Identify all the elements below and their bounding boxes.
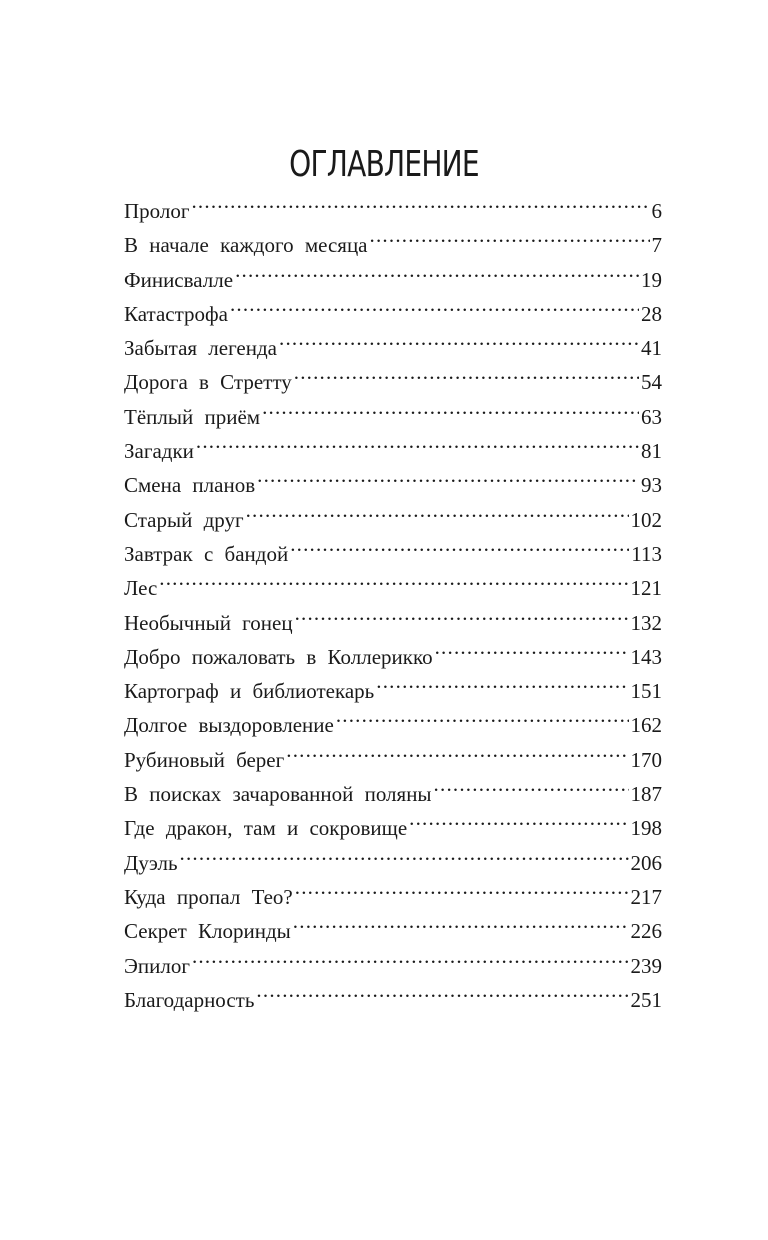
toc-entry bbox=[124, 596, 662, 635]
dot-leader bbox=[294, 355, 639, 389]
dot-leader bbox=[435, 630, 629, 664]
toc-entry-page: 93 bbox=[641, 473, 662, 498]
toc-entry-page: 143 bbox=[630, 644, 662, 669]
toc-entry-page: 81 bbox=[641, 439, 662, 464]
toc-entry bbox=[124, 458, 662, 498]
toc-entry-title: В начале каждого месяца bbox=[124, 233, 368, 258]
toc-entry-page: 63 bbox=[641, 404, 662, 429]
toc-entry-page: 132 bbox=[630, 610, 662, 635]
toc-entry-page: 170 bbox=[630, 747, 662, 772]
toc-entry-title: Старый друг bbox=[124, 507, 244, 532]
dot-leader bbox=[180, 836, 629, 870]
toc-entry-page: 19 bbox=[641, 267, 662, 292]
toc-entry-page: 251 bbox=[630, 987, 662, 1012]
toc-entry-title: Катастрофа bbox=[124, 301, 228, 326]
toc-entry-page: 226 bbox=[630, 919, 662, 944]
toc-entry-title: Дорога в Стретту bbox=[124, 370, 292, 395]
dot-leader bbox=[295, 870, 629, 904]
dot-leader bbox=[246, 493, 629, 527]
toc-entry-title: Финисвалле bbox=[124, 267, 234, 292]
toc-entry-title: Необычный гонец bbox=[124, 610, 293, 635]
toc-entry-title: В поисках зачарованной поляны bbox=[124, 782, 432, 807]
toc-entry-page: 239 bbox=[630, 953, 662, 978]
dot-leader bbox=[295, 596, 629, 630]
toc-entry-page: 41 bbox=[641, 336, 662, 361]
toc-entry-title: Забытая легенда bbox=[124, 336, 277, 361]
dot-leader bbox=[262, 390, 639, 424]
dot-leader bbox=[196, 424, 639, 458]
toc-entry bbox=[124, 218, 662, 258]
toc-entry-page: 151 bbox=[630, 679, 662, 704]
dot-leader bbox=[434, 767, 629, 801]
toc-entry-title: Добро пожаловать в Коллерикко bbox=[124, 644, 433, 669]
toc-entry bbox=[124, 836, 662, 875]
toc-entry bbox=[124, 870, 662, 909]
toc-entry-title: Эпилог bbox=[124, 953, 190, 978]
toc-entry bbox=[124, 561, 662, 601]
dot-leader bbox=[279, 321, 639, 355]
dot-leader bbox=[192, 939, 629, 973]
toc-entry-title: Тёплый приём bbox=[124, 404, 261, 429]
toc-entry-title: Секрет Клоринды bbox=[124, 919, 291, 944]
dot-leader bbox=[286, 733, 628, 767]
toc-entry bbox=[124, 184, 662, 223]
toc-entry-page: 113 bbox=[631, 541, 662, 566]
toc-entry-page: 121 bbox=[630, 576, 662, 601]
toc-entry-page: 198 bbox=[630, 816, 662, 841]
toc-entry-title: Загадки bbox=[124, 439, 194, 464]
dot-leader bbox=[409, 801, 628, 835]
dot-leader bbox=[256, 973, 628, 1007]
dot-leader bbox=[257, 458, 639, 492]
table-of-contents bbox=[124, 184, 662, 1012]
toc-entry-title: Смена планов bbox=[124, 473, 256, 498]
toc-entry-title: Где дракон, там и сокровище bbox=[124, 816, 408, 841]
dot-leader bbox=[235, 253, 639, 287]
toc-entry-title: Благодарность bbox=[124, 987, 255, 1012]
dot-leader bbox=[230, 287, 639, 321]
dot-leader bbox=[293, 904, 629, 938]
toc-entry-title: Куда пропал Тео? bbox=[124, 884, 293, 909]
dot-leader bbox=[159, 561, 628, 595]
toc-entry-title: Дуэль bbox=[124, 850, 178, 875]
toc-entry-title: Лес bbox=[124, 576, 158, 601]
toc-entry bbox=[124, 973, 662, 1012]
toc-entry-title: Пролог bbox=[124, 199, 190, 223]
toc-entry-page: 217 bbox=[630, 884, 662, 909]
dot-leader bbox=[370, 218, 650, 252]
toc-entry-page: 162 bbox=[630, 713, 662, 738]
toc-entry-page: 54 bbox=[641, 370, 662, 395]
dot-leader bbox=[376, 664, 628, 698]
toc-entry-title: Рубиновый берег bbox=[124, 747, 285, 772]
dot-leader bbox=[336, 698, 629, 732]
toc-entry-page: 6 bbox=[651, 199, 662, 223]
toc-entry-page: 7 bbox=[651, 233, 662, 258]
toc-entry-page: 187 bbox=[630, 782, 662, 807]
toc-entry-title: Долгое выздоровление bbox=[124, 713, 334, 738]
toc-entry-page: 28 bbox=[641, 301, 662, 326]
toc-entry bbox=[124, 424, 662, 464]
toc-entry-page: 206 bbox=[630, 850, 662, 875]
dot-leader bbox=[191, 184, 649, 218]
toc-entry bbox=[124, 939, 662, 978]
toc-entry-title: Завтрак с бандой bbox=[124, 541, 289, 566]
toc-entry-page: 102 bbox=[630, 507, 662, 532]
page-title: ОГЛАВЛЕНИЕ bbox=[289, 144, 479, 186]
toc-entry-title: Картограф и библиотекарь bbox=[124, 679, 375, 704]
dot-leader bbox=[290, 527, 629, 561]
